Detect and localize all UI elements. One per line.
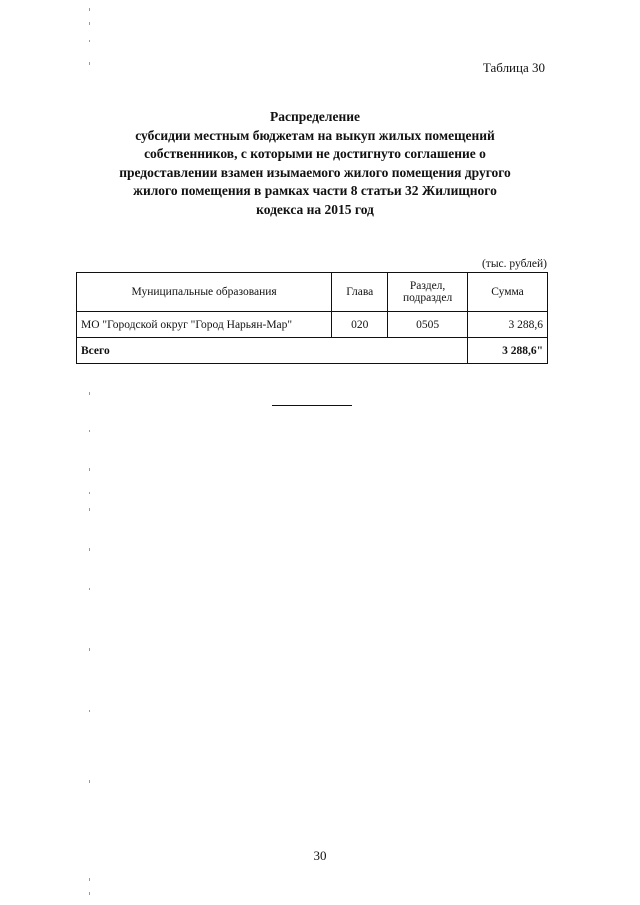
header-municipality: Муниципальные образования (77, 273, 332, 312)
cell-municipality: МО "Городской округ "Город Нарьян-Мар" (77, 312, 332, 338)
cell-section: 0505 (388, 312, 468, 338)
table-row (77, 312, 548, 338)
page-number: 30 (313, 848, 327, 863)
cell-amount: 3 288,6 (468, 312, 548, 338)
document-title (70, 108, 560, 219)
title-line: Распределение (269, 109, 361, 124)
title-line: жилого помещения в рамках части 8 статьи 32 Жилищного (133, 183, 497, 198)
header-section (388, 273, 468, 312)
table-header-row (77, 273, 548, 312)
total-row (77, 338, 548, 364)
cell-chapter: 020 (332, 312, 388, 338)
title-line: кодекса на 2015 год (256, 201, 374, 217)
total-label: Всего (77, 338, 468, 364)
header-chapter: Глава (332, 273, 388, 312)
title-line: предоставлении взамен изымаемого жилого помещения другого (119, 164, 511, 180)
header-section-line2: подраздел (402, 292, 453, 304)
section-divider (272, 405, 352, 406)
subsidy-table (76, 272, 548, 364)
table-number-label: Таблица 30 (482, 60, 545, 75)
title-line: субсидии местным бюджетам на выкуп жилых помещений (135, 127, 495, 143)
total-amount: 3 288,6" (468, 338, 548, 364)
header-amount: Сумма (468, 273, 548, 312)
units-note: (тыс. рублей) (481, 258, 547, 270)
header-section-line1: Раздел, (409, 280, 446, 292)
title-line: собственников, с которыми не достигнуто соглашение о (144, 146, 486, 161)
